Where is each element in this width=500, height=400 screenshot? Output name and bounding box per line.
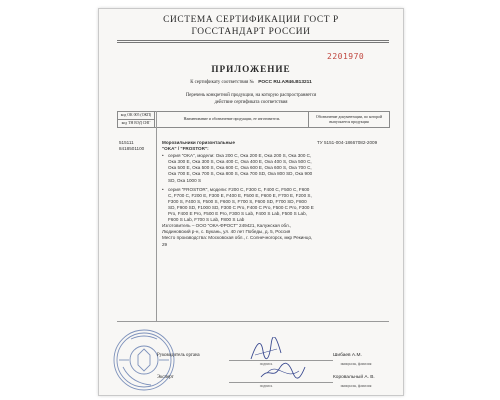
series-oka: серия "OKA", модели: Ока 200 С, Ока 200 Е, Ока 200 S, Ока 300 С, Ока 300 Е, Ока 300 S, Ока 400 С, Ока 400 Е, Ока 400 S, Ока 500 С, Ока 500 Е, Ока 500 S, Ока 600 С, Ока 600 Е, Ока 600 S, Ока 700 С, Ока 700 Е, Ока 700 S, Ока 800 S, Ока 700 SD, Ока 800 SD, Ока 900 SD, Ока 1000 S bbox=[168, 153, 313, 183]
header-system: СИСТЕМА СЕРТИФИКАЦИИ ГОСТ Р bbox=[163, 15, 339, 25]
head-name: Шибаев А.М. bbox=[333, 353, 362, 358]
product-codes bbox=[119, 140, 144, 152]
body-bottom-rule bbox=[117, 321, 389, 322]
page-title: ПРИЛОЖЕНИЕ bbox=[211, 64, 291, 74]
certificate-number: РОСС RU.АЯ46.В13211 bbox=[258, 80, 312, 85]
tnved-code-label: код ТН ВЭД СНГ bbox=[118, 119, 154, 126]
registration-number: 2201970 bbox=[327, 52, 365, 61]
series-frostor: серия "FROSTOR", модели: F200 С, F300 С, F400 С, F500 С, F600 С, F700 С, F200 E, F300 E, F400 E, F500 E, F600 E, F700 E, F200 S, F300 S, F400 S, F500 S, F600 S, F700 S, F600 SD, F700 SD, F800 SD, F900 SD, F1000 SD, F300 C Pro, F400 C Pro, F500 C Pro, F300 E Pro, F400 E Pro, F500 E Pro, F300 S Lab, F400 S Lab, F500 S Lab, F600 S Lab, F700 S Lab, F800 S Lab bbox=[168, 186, 314, 223]
column-divider bbox=[156, 111, 157, 321]
header-rule bbox=[117, 40, 389, 41]
bullet-icon: • bbox=[162, 153, 164, 159]
codes-header bbox=[118, 112, 155, 128]
certificate-prefix: К сертификату соответствия № bbox=[190, 80, 255, 85]
head-signature-caption: подпись bbox=[259, 362, 273, 366]
production-place: Место производства: Московская обл., г. Солнечногорск, мкр Рекинцо, 29 bbox=[162, 235, 313, 247]
product-column-header: Наименование и обозначение продукции, ее изготовитель bbox=[155, 112, 309, 128]
certificate-annex-page bbox=[98, 8, 404, 396]
header-rule-2 bbox=[117, 42, 389, 43]
certification-seal-icon bbox=[111, 327, 177, 393]
header-table bbox=[117, 111, 390, 128]
technical-conditions: ТУ 5151-004-18667082-2009 bbox=[317, 140, 378, 145]
expert-name-caption: инициалы, фамилия bbox=[340, 384, 372, 388]
tnved-code: 8418501100 bbox=[119, 146, 145, 151]
expert-signature-caption: подпись bbox=[259, 384, 273, 388]
list-item bbox=[162, 153, 314, 183]
subtitle-line-1: Перечень конкретной продукции, на которую распространяется bbox=[185, 93, 317, 98]
expert-name: Коровальный А. В. bbox=[333, 375, 375, 380]
list-item bbox=[162, 187, 314, 224]
manufacturer: Изготовитель – ООО "ОКА-ФРОСТ" 249421, Калужская обл., Людиновский р-н, с. Букань, ул. 40 лет Победы, д. 5, Россия bbox=[162, 223, 292, 235]
expert-label: Эксперт bbox=[157, 375, 174, 380]
okp-code: 515111 bbox=[119, 140, 134, 145]
subtitle-line-2: действие сертификата соответствия bbox=[214, 100, 288, 105]
docs-column-header: Обозначение документации, по которой выпускается продукция bbox=[309, 112, 390, 128]
head-label: Руководитель органа bbox=[157, 353, 200, 358]
product-title: Морозильники горизонтальные bbox=[162, 140, 235, 145]
product-description bbox=[162, 140, 314, 248]
expert-signature-line bbox=[229, 382, 333, 383]
okp-code-label: код ОК 005 (ОКП) bbox=[120, 113, 152, 117]
header-gosstandart: ГОССТАНДАРТ РОССИИ bbox=[191, 27, 311, 37]
certificate-reference bbox=[99, 80, 403, 85]
bullet-icon: • bbox=[162, 186, 164, 192]
head-name-caption: инициалы, фамилия bbox=[340, 362, 372, 366]
expert-signature-icon bbox=[259, 359, 307, 383]
product-brands: "OKA" / "FROSTOR": bbox=[162, 146, 209, 152]
